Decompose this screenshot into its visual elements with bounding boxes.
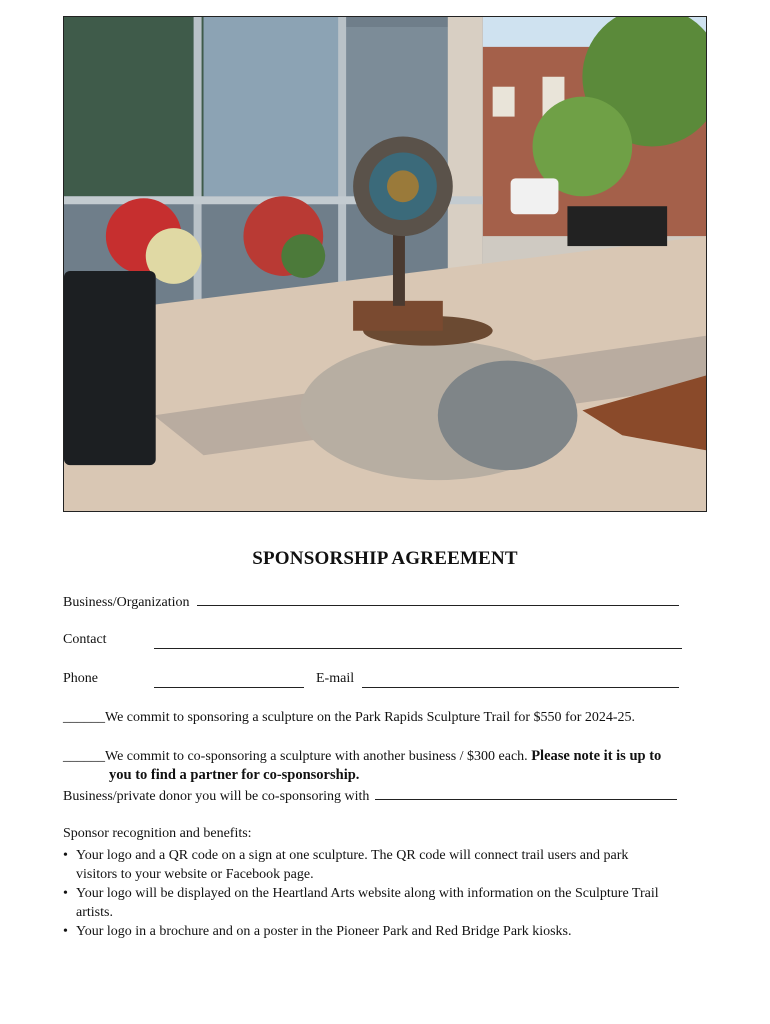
benefit-text: artists. — [76, 905, 113, 920]
cosponsor-note-line2: you to find a partner for co-sponsorship. — [109, 767, 360, 783]
benefit-text: Your logo in a brochure and on a poster in the Pioneer Park and Red Bridge Park kiosks. — [76, 924, 572, 939]
cosponsor-label: Business/private donor you will be co-sponsoring with — [63, 789, 370, 804]
option-cosponsor — [63, 748, 661, 765]
phone-field[interactable] — [154, 675, 304, 688]
bullet-icon: • — [63, 924, 68, 939]
phone-email-row — [63, 671, 683, 687]
cosponsor-row — [63, 787, 677, 805]
email-label: E-mail — [316, 671, 355, 686]
cosponsor-note-line1: Please note it is up to — [531, 748, 662, 764]
bullet-icon: • — [63, 848, 68, 863]
benefit-text: visitors to your website or Facebook page. — [76, 867, 314, 882]
option-sponsor-text: We commit to sponsoring a sculpture on the Park Rapids Sculpture Trail for $550 for 2024-25. — [105, 710, 636, 725]
phone-label: Phone — [63, 671, 98, 686]
contact-field[interactable] — [154, 636, 682, 649]
benefit-item — [63, 922, 713, 941]
business-row — [63, 593, 679, 611]
bullet-icon: • — [63, 886, 68, 901]
business-label: Business/Organization — [63, 595, 190, 610]
cosponsor-field[interactable] — [375, 787, 677, 800]
option-cosponsor-text: We commit to co-sponsoring a sculpture with another business / $300 each. — [105, 749, 532, 764]
benefit-text: Your logo and a QR code on a sign at one sculpture. The QR code will connect trail users and park — [76, 848, 629, 863]
benefit-item — [63, 884, 713, 922]
option-sponsor — [63, 710, 635, 726]
contact-label: Contact — [63, 632, 107, 647]
email-field[interactable] — [362, 675, 679, 688]
option-sponsor-blank[interactable]: ______ — [63, 710, 105, 725]
contact-row — [63, 632, 107, 648]
benefits-heading: Sponsor recognition and benefits: — [63, 826, 252, 841]
page-title: SPONSORSHIP AGREEMENT — [252, 548, 518, 569]
benefits-list — [63, 846, 713, 941]
sculpture-photo — [63, 16, 707, 512]
benefit-text: Your logo will be displayed on the Heartland Arts website along with information on the Sculpture Trail — [76, 886, 659, 901]
option-cosponsor-blank[interactable]: ______ — [63, 749, 105, 764]
benefit-item — [63, 846, 713, 884]
business-field[interactable] — [197, 593, 679, 606]
